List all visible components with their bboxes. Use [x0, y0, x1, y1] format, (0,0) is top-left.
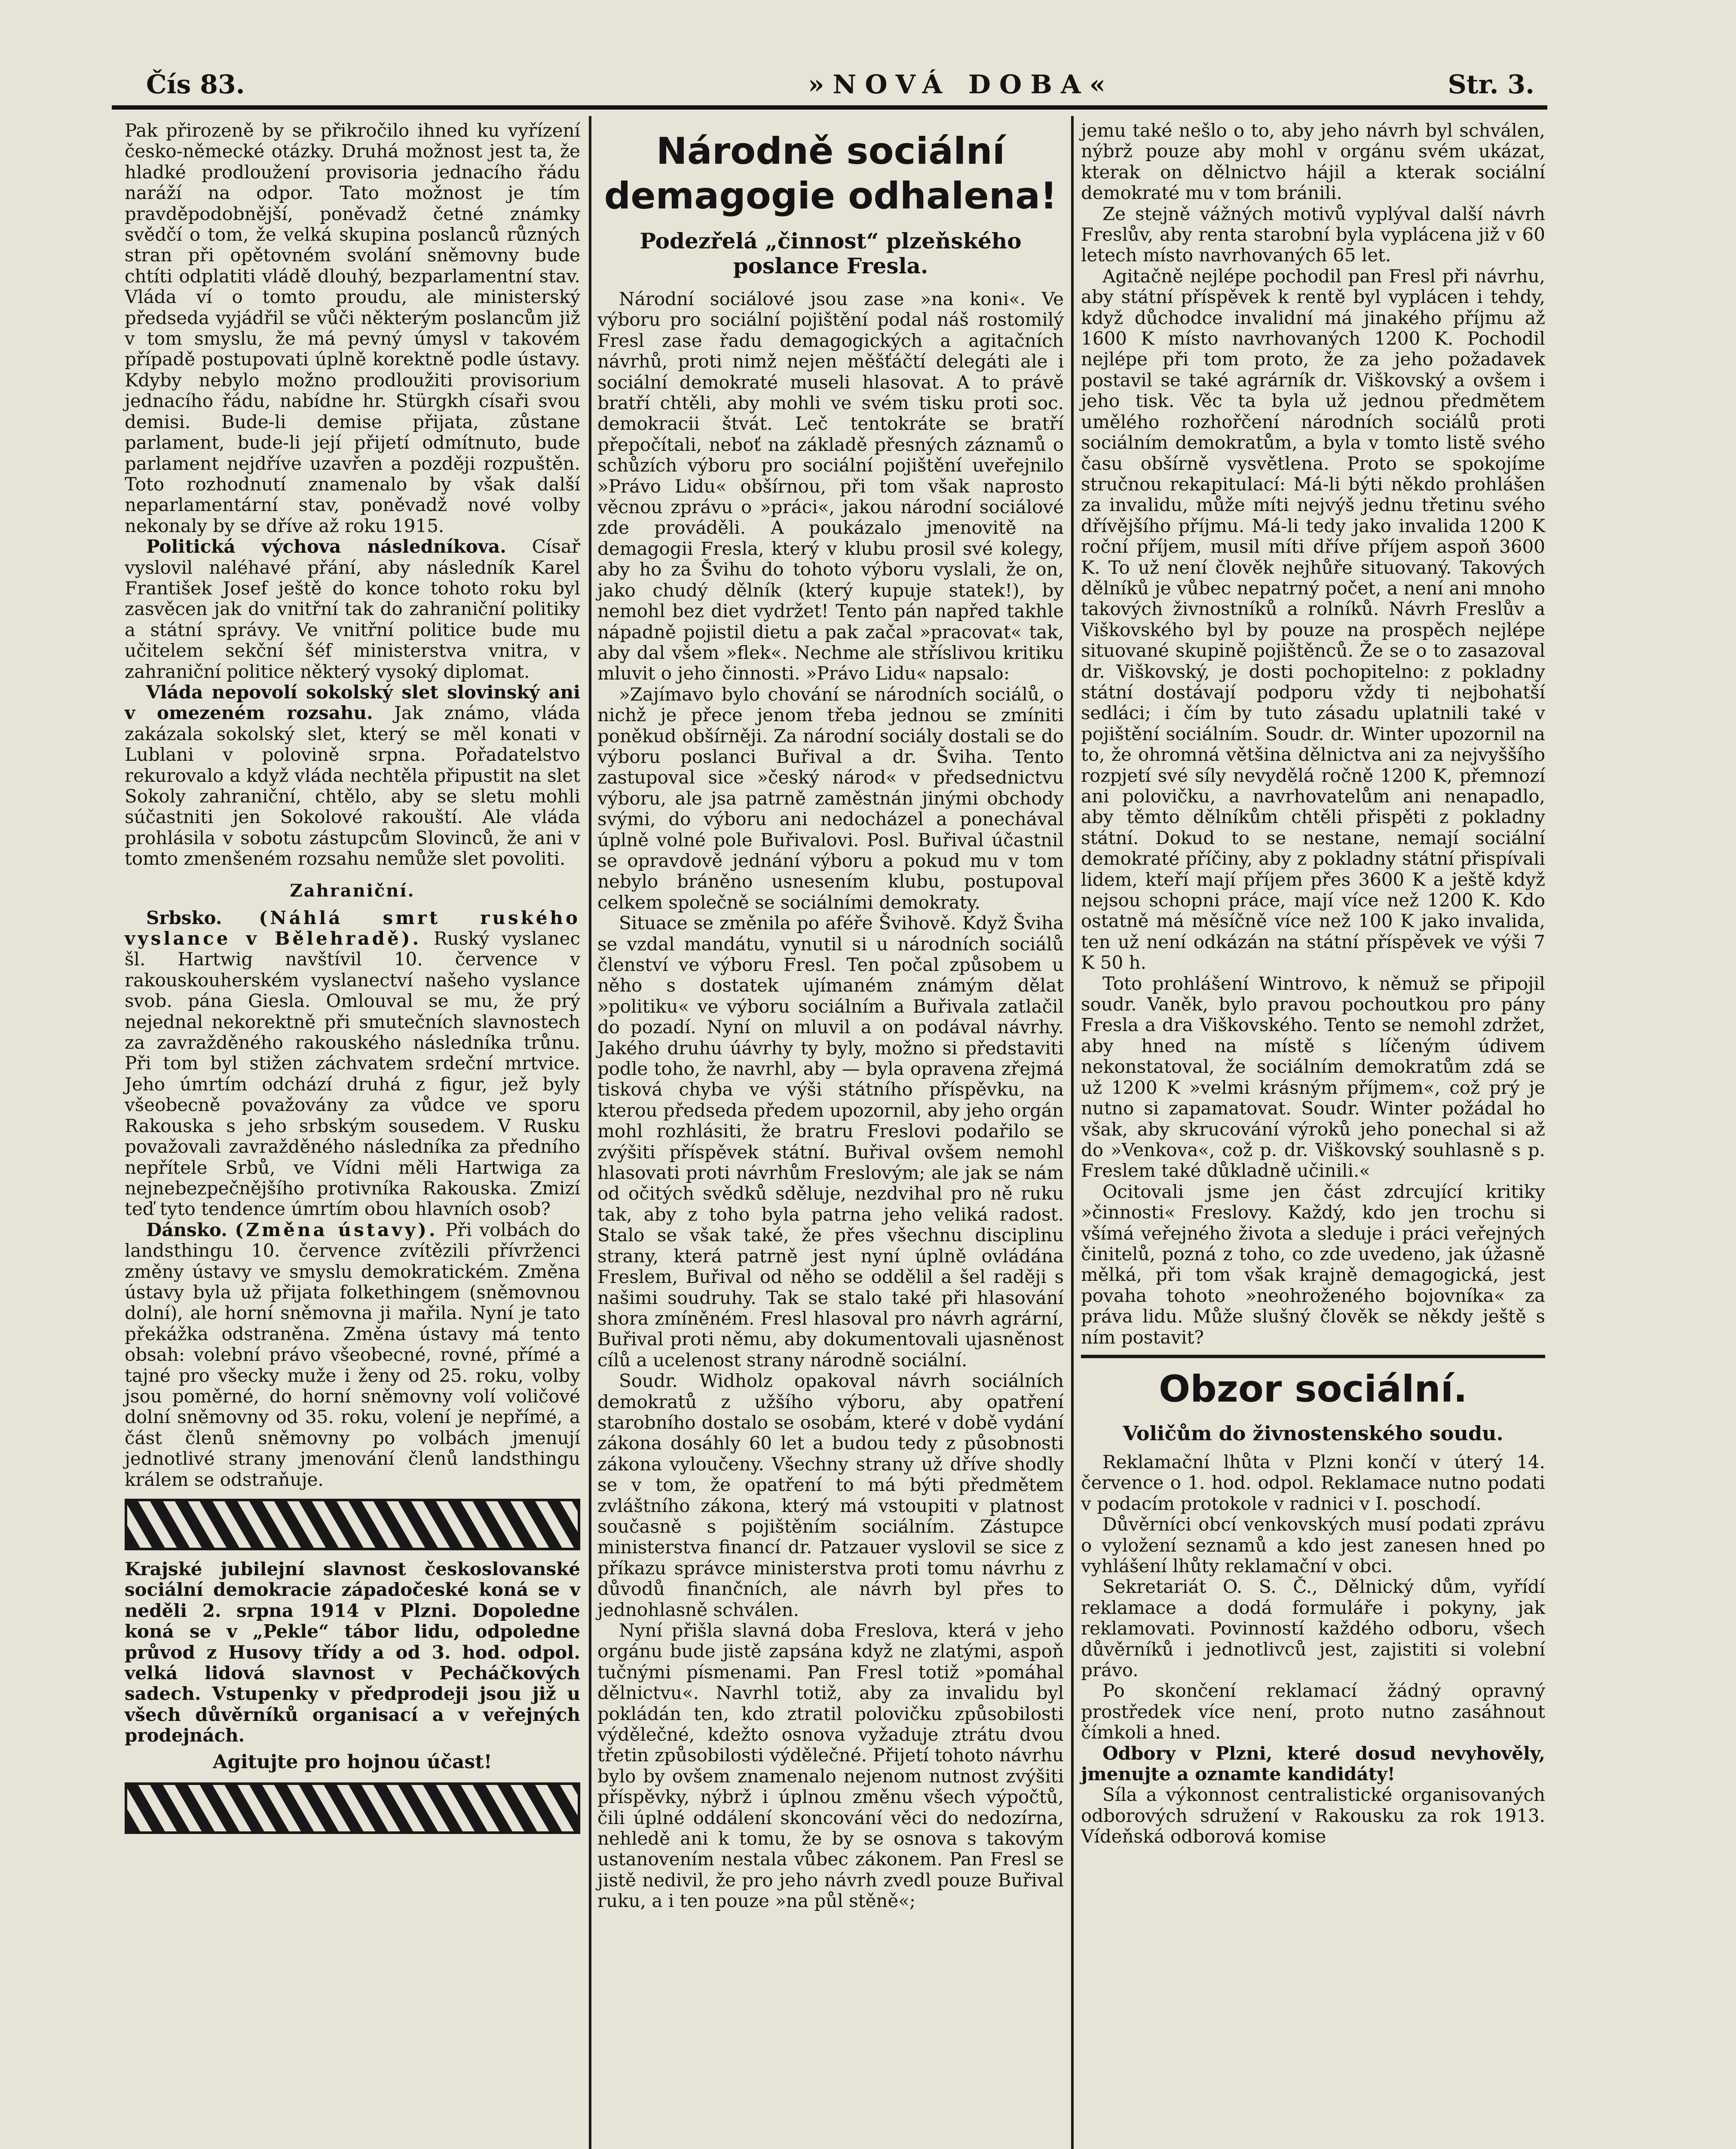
column-divider — [1071, 116, 1074, 2149]
article-paragraph: Při volbách do landsthingu 10. července zvítězili přívrženci změny ústavy ve smyslu demokratickém. Změna ústavy byla už přijata folkethingem (sněmovnou dolní), ale horní sněmovna ji mařila. Nyní je tato překážka odstraněna. Změna ústavy má tento obsah: volební právo všeobecné, rovné, přímé a tajné pro všecky muže i ženy od 25. roku, volby jsou poměrné, do horní sněmovny volí voličové dolní sněmovny od 35. roku, volení je nepřímé, a část členů sněmovny po volbách jmenují jednotlivé strany jmenování členů landsthingu králem se odstraňuje. — [125, 1219, 581, 1490]
notice-text: Krajské jubilejní slavnost českoslovanské sociální demokracie západočeské koná se v neděli 2. srpna 1914 v Plzni. Dopoledne koná se v „Pekle“ tábor lidu, odpoledne průvod z Husovy třídy a od 3. hod. odpol. velká lidová slavnost v Pecháčkových sadech. Vstupenky v předprodeji jsou již u všech důvěrníků organisací a v veřejných prodejnách. — [125, 1558, 580, 1746]
section-divider — [1081, 1355, 1545, 1358]
paragraph-heading: Vláda nepovolí sokolský slet slovinský ani v omezeném rozsahu. — [125, 681, 580, 724]
article-paragraph: Toto prohlášení Wintrovo, k němuž se připojil soudr. Vaněk, bylo pravou pochoutkou pro pány Fresla a dra Viškovského. Tento se nemohl zdržet, aby hned na místě s líčeným údivem nekonstatoval, že sociálním demokratům zdá se už 1200 K »velmi krásným příjmem«, což prý je nutno si zapamatovat. Soudr. Winter požádal ho však, aby skrucování výroků jeho ponechal si až do »Venkova«, což p. dr. Viškovský souhlasně s p. Freslem také důkladně učinili.« — [1081, 973, 1545, 1182]
newspaper-title: »NOVÁ DOBA« — [808, 70, 1114, 100]
article-paragraph: Ruský vyslanec šl. Hartwig navštívil 10. července v rakouskouherském vyslanectví našeho vyslance svob. pána Giesla. Omlouval se mu, že prý nejednal nekorektně při smutečních slavnostech za zavražděného rakouského následníka trůnu. Při tom byl stižen záchvatem srdeční mrtvice. Jeho úmrtím odchází druhá z figur, jež byly všeobecně považovány za vůdce ve sporu Rakouska s jeho srbským sousedem. V Rusku považovali zavražděného následníka za předního nepřítele Srbů, ve Vídni měli Hartwiga za nejnebezpečnějšího protivníka Rakouska. Zmizí teď tyto tendence úmrtím obou hlavních osob? — [125, 928, 580, 1220]
column-right — [1081, 120, 1545, 1847]
paragraph-subheading: (Náhlá smrt ruského vyslance v Bělehradě). — [125, 907, 580, 949]
article-paragraph: Síla a výkonnost centralistické organisovaných odborových sdružení v Rakousku za rok 1913. Vídeňská odborová komise — [1081, 1784, 1545, 1847]
article-paragraph: Agitačně nejlépe pochodil pan Fresl při návrhu, aby státní příspěvek k rentě byl vyplácen i tehdy, když důchodce invalidní má jinakého příjmu až 1600 K místo navrhovaných 1200 K. Pochodil nejlépe při tom proto, že za jeho požadavek postavil se také agrárník dr. Viškovský a ovšem i jeho tisk. Věc ta byla už jednou předmětem umělého rozhořčení národních sociálů proti sociálním demokratům, a byla v tomto listě svého času obšírně vysvětlena. Proto se spokojíme stručnou rekapitulací: Má-li býti někdo prohlášen za invalidu, může míti nejvýš jednu třetinu svého dřívějšího příjmu. Má-li tedy jako invalida 1200 K roční příjem, musil míti dříve příjem aspoň 3600 K. To už není člověk nejhůře situovaný. Takových dělníků je vůbec nepatrný počet, a není ani mnoho takových živnostníků a rolníků. Návrh Freslův a Viškovského byl by pouze na prospěch nejlépe situované skupině pojištěnců. Že se o to zasazoval dr. Viškovský, je dosti pochopitelno: z pokladny státní dostávají podporu vždy ti nejbohatší sedláci; i čím by tuto zásadu uplatnili také v pojištění sociálním. Soudr. dr. Winter upozornil na to, že ohromná většina dělnictva ani za nejvyššího rozpjetí své síly nevydělá ročně 1200 K, přemnozí ani polovičku, a navrhovatelům ani nenapadlo, aby těmto dělníkům chtěli přispěti z pokladny státní. Dokud to se nestane, nemají sociální demokraté příčiny, aby z pokladny státní přispívali lidem, kteří mají příjem přes 3600 K a ještě když nejsou schopni práce, mají více než 1200 K. Kdo ostatně má měsíčně více než 100 K jako invalida, ten už není odkázán na státní příspěvek ve výši 7 K 50 h. — [1081, 265, 1545, 973]
paragraph-heading: Politická výchova následníkova. — [146, 536, 506, 557]
article-paragraph: Ocitovali jsme jen část zdrcující kritiky »činnosti« Freslovy. Každý, kdo jen trochu si všímá veřejného života a sleduje i práci veřejných činitelů, pozná z toho, co zde uvedeno, jak úžasně mělká, při tom však krajně demagogická, jest povaha tohoto »neohroženého bojovníka« za práva lidu. Může slušný člověk se někdy ještě s ním postavit? — [1081, 1181, 1545, 1348]
article-paragraph: Sekretariát O. S. Č., Dělnický dům, vyřídí reklamace a dodá formuláře i pokyny, jak reklamovati. Povinností každého odboru, všech důvěrníků i jednotlivců jest, zajistiti si volební právo. — [1081, 1576, 1545, 1681]
section-headline: Obzor sociální. — [1159, 1367, 1467, 1411]
column-left — [125, 120, 580, 1843]
article-paragraph: jemu také nešlo o to, aby jeho návrh byl schválen, nýbrž pouze aby mohl v orgánu svém ukázat, kterak on dělnictvo hájil a kterak sociální demokraté mu v tom bránili. — [1081, 120, 1545, 204]
notice-border-top — [125, 1499, 580, 1550]
masthead — [112, 64, 1547, 110]
article-paragraph: Ze stejně vážných motivů vyplýval další návrh Freslův, aby renta starobní byla vyplácena již v 60 letech místo navrhovaných 65 let. — [1081, 203, 1545, 266]
celebration-notice — [125, 1559, 580, 1774]
paragraph-heading: Dánsko. — [146, 1219, 227, 1240]
article-paragraph: Jak známo, vláda zakázala sokolský slet, který se měl konati v Lublani v polovině srpna. Pořadatelstvo rekurovalo a když vláda nechtěla připustit na slet Sokoly zahraniční, chtělo, aby se sletu mohli súčastniti jen Sokolové rakouští. Ale vláda prohlásila v sobotu zástupcům Slovinců, že ani v tomto zmenšeném rozsahu nemůže slet povoliti. — [125, 702, 580, 869]
article-paragraph: »Zajímavo bylo chování se národních sociálů, o nichž je přece jenom třeba jednou se zmíniti poněkud obšírněji. Za národní sociály dostali se do výboru poslanci Buřival a dr. Šviha. Tento zastupoval sice »český národ« v předsednictvu výboru, ale jsa patrně zaměstnán jinými obchody svými, do výboru ani nedocházel a ponechával úplně volné pole Buřivalovi. Posl. Buřival účastnil se opravdově jednání výboru a pokud mu v tom nebylo bráněno usnesením klubu, postupoval celkem společně se sociálními demokraty. — [597, 683, 1064, 913]
article-subheadline: Podezřelá „činnost“ plzeňského poslance Fresla. — [640, 228, 1022, 279]
article-paragraph: Císař vyslovil naléhavé přání, aby následník Karel František Josef ještě do konce tohoto roku byl zasvěcen jak do vnitřní tak do zahraniční politiky a státní správy. Ve vnitřní politice bude mu učitelem sekční šéf ministerstva vnitra, v zahraniční politice některý vysoký diplomat. — [125, 536, 580, 682]
article-paragraph: Reklamační lhůta v Plzni končí v úterý 14. července o 1. hod. odpol. Reklamace nutno podati v podacím protokole v radnici v I. poschodí. — [1081, 1451, 1545, 1514]
notice-call: Agitujte pro hojnou účast! — [213, 1751, 492, 1773]
article-paragraph: Důvěrníci obcí venkovských musí podati zprávu o vyložení seznamů a kdo jest zanesen hned po vyhlášení lhůty reklamační v obci. — [1081, 1514, 1545, 1577]
article-headline: Národně sociální demagogie odhalena! — [604, 130, 1057, 217]
section-heading: Zahraniční. — [290, 880, 415, 901]
issue-number: Čís 83. — [146, 70, 245, 100]
article-paragraph: Národní sociálové jsou zase »na koni«. Ve výboru pro sociální pojištění podal náš rostomilý Fresl zase řadu demagogických a agitačních návrhů, proti nimž nejen měšťáčtí delegáti ale i sociální demokraté museli hlasovat. A to právě bratří chtěli, aby mohli ve svém tisku proti soc. demokracii štvát. Leč tentokráte se bratří přepočítali, neboť na základě přesných záznamů o schůzích výboru pro sociální pojištění uveřejnilo »Právo Lidu« obšírnou, při tom však naprosto věcnou zprávu o »práci«, jakou národní sociálové zde prováděli. A poukázalo jmenovitě na demagogii Fresla, který v klubu prosil své kolegy, aby ho za Švihu do tohoto výboru vyslali, že on, jako chudý dělník (který kupuje statek!), by nemohl bez diet vydržet! Tento pán napřed takhle nápadně pojistil dietu a pak začal »pracovat« tak, aby dal všem »flek«. Nechme ale stříslivou kritiku mluvit o jeho činnosti. »Právo Lidu« napsalo: — [597, 288, 1064, 684]
article-paragraph: Situace se změnila po aféře Švihově. Když Šviha se vzdal mandátu, vynutil si u národních sociálů členství ve výboru Fresl. Ten počal způsobem u něho s dostatek ujímaném známým dělat »politiku« ve výboru sociálním a Buřivala zatlačil do pozadí. Nyní on mluvil a on podával návrhy. Jakého druhu úávrhy ty byly, možno si představiti podle toho, že navrhl, aby — byla opravena zřejmá tisková chyba ve výši státního příspěvku, na kterou předseda předem upozornil, aby jeho orgán mohl rozhlásiti, že bratru Freslovi podařilo se zvýšiti příspěvek státní. Buřival ovšem nemohl hlasovati proti návrhům Freslovým; ale jak se nám od očitých svědků sděluje, nezdvihal pro ně ruku tak, aby z toho byla patrna jeho veliká radost. Stalo se však také, že přes všechnu disciplinu strany, která patrně jest nyní úplně ovládána Freslem, Buřival od něho se oddělil a šel raději s našimi soudruhy. Tak se stalo také při hlasování shora zmíněném. Fresl hlasoval pro návrh agrární, Buřival proti němu, aby dokumentovali ujasněnost cílů a ucelenost strany národně sociální. — [597, 912, 1064, 1371]
page-number: Str. 3. — [1448, 70, 1534, 100]
column-center — [597, 120, 1064, 1912]
article-paragraph: Odbory v Plzni, které dosud nevyhověly, jmenujte a oznamte kandidáty! — [1081, 1742, 1545, 1785]
paragraph-subheading: (Změna ústavy). — [235, 1219, 438, 1240]
article-paragraph: Po skončení reklamací žádný opravný prostředek více není, proto nutno zasáhnout čímkoli a hned. — [1081, 1680, 1545, 1743]
notice-border-bottom — [125, 1782, 580, 1834]
article-paragraph: Nyní přišla slavná doba Freslova, která v jeho orgánu bude jistě zapsána když ne zlatými, aspoň tučnými písmenami. Pan Fresl totiž »pomáhal dělnictvu«. Navrhl totiž, aby za invalidu byl pokládán ten, kdo ztratil polovičku způsobilosti výdělečné, kdežto osnova vyžaduje ztrátu dvou třetin způsobilosti výdělečné. Přijetí tohoto návrhu bylo by ovšem znamenalo nejenom nutnost zvýšiti příspěvky, nýbrž i úplnou změnu všech výpočtů, čili úplné oddálení skoncování věci do nedozírna, nehledě ani k tomu, že by se osnova s takovým ustanovením nestala vůbec zákonem. Pan Fresl se jistě nedivil, že pro jeho návrh zvedl pouze Buřival ruku, a i ten pouze »na půl stěně«; — [597, 1620, 1064, 1912]
article-paragraph: Soudr. Widholz opakoval návrh sociálních demokratů z užšího výboru, aby opatření starobního dostalo se osobám, které v době vydání zákona dosáhly 60 let a budou tedy z působnosti zákona vyloučeny. Všechny strany už dříve shodly se v tom, že opatření to má býti předmětem zvláštního zákona, který má vstoupiti v platnost současně s pojištěním sociálním. Zástupce ministerstva financí dr. Patzauer vyslovil se sice z příkazu správce ministerstva proti tomu návrhu z důvodů finančních, ale návrh byl přes to jednohlasně schválen. — [597, 1370, 1064, 1620]
section-subheadline: Voličům do živnostenského soudu. — [1123, 1421, 1503, 1445]
paragraph-heading: Srbsko. — [146, 907, 222, 928]
column-divider — [589, 116, 591, 2149]
article-paragraph: Pak přirozeně by se přikročilo ihned ku vyřízení česko-německé otázky. Druhá možnost jest ta, že hladké prodloužení provisoria jednacího řádu naráží na odpor. Tato možnost je tím pravděpodobnější, poněvadž četné známky svědčí o tom, že velká skupina poslanců různých stran při opětovném svolání sněmovny bude chtíti odplatiti vládě dlouhý, bezparlamentní stav. Vláda ví o tomto proudu, ale ministerský předseda vyjádřil se vůči některým poslancům již v tom smyslu, že má pevný úmysl v takovém případě postupovati úplně korektně podle ústavy. Kdyby nebylo možno prodloužiti provisorium jednacího řádu, nabídne hr. Stürgkh císaři svou demisi. Bude-li demise přijata, zůstane parlament, bude-li její přijetí odmítnuto, bude parlament nejdříve uzavřen a později rozpuštěn. Toto rozhodnutí znamenalo by však další neparlamentární stav, poněvadž nové volby nekonaly by se dříve až roku 1915. — [125, 120, 580, 536]
